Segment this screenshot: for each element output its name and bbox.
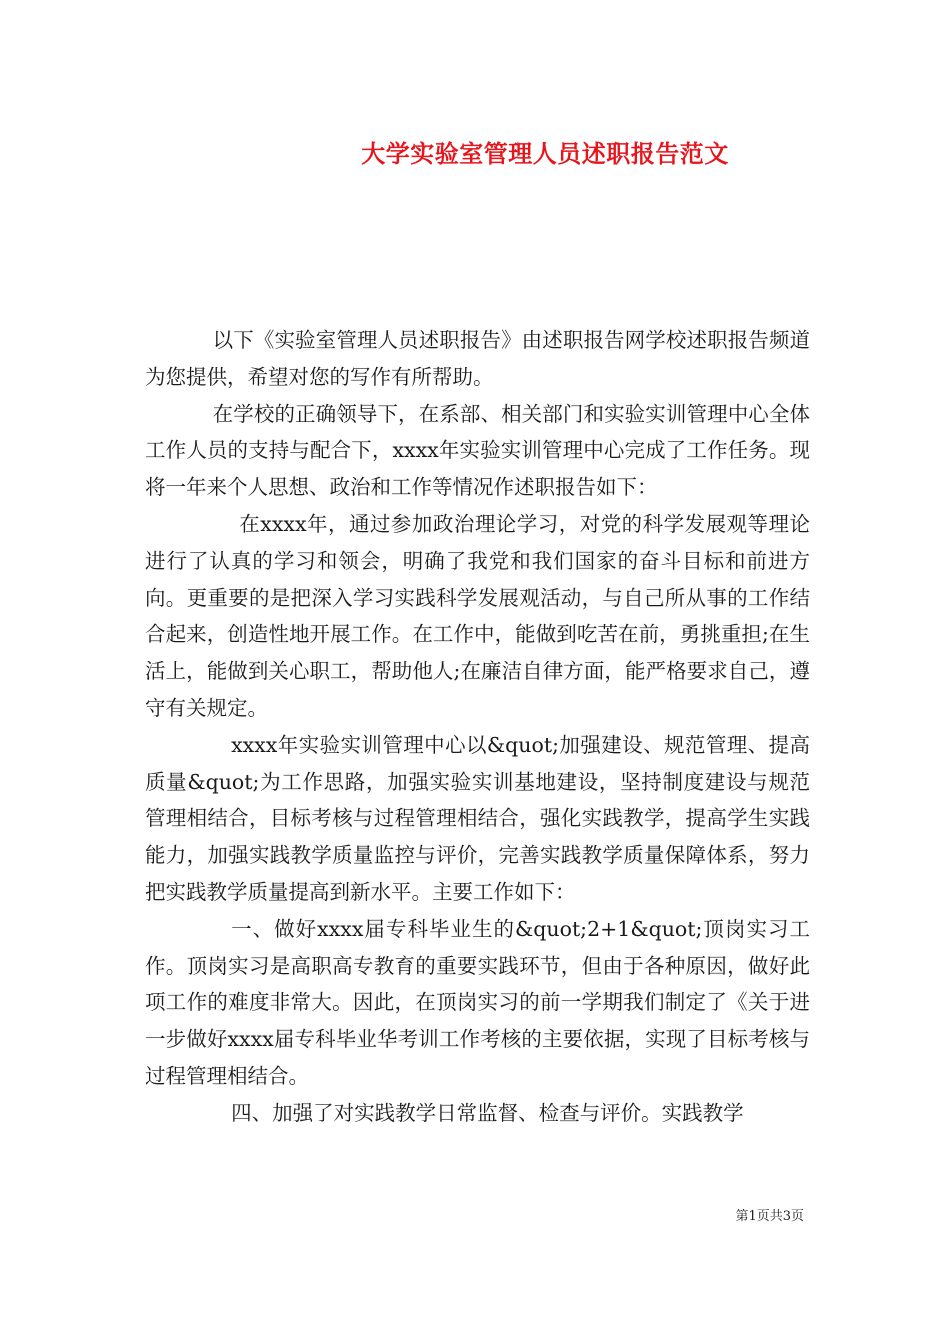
paragraph-internship: 一、做好xxxx届专科毕业生的&quot;2+1&quot;顶岗实习工作。顶岗实习是高职高专教育的重要实践环节，但由于各种原因，做好此项工作的难度非常大。因此，在顶岗实习的前一学期我们制定了《关于进一步做好xxxx届专科毕业华考训工作考核的主要依据，实现了目标考核与过程管理相结合。	[145, 916, 810, 1088]
paragraph-leadership: 在学校的正确领导下，在系部、相关部门和实验实训管理中心全体工作人员的支持与配合下，xxxx年实验实训管理中心完成了工作任务。现将一年来个人思想、政治和工作等情况作述职报告如下：	[145, 401, 810, 500]
document-title: 大学实验室管理人员述职报告范文	[361, 139, 729, 168]
paragraph-political-study: 在xxxx年，通过参加政治理论学习，对党的科学发展观等理论进行了认真的学习和领会，明确了我党和我们国家的奋斗目标和前进方向。更重要的是把深入学习实践科学发展观活动，与自己所从事的工作结合起来，创造性地开展工作。在工作中，能做到吃苦在前，勇挑重担;在生活上，能做到关心职工，帮助他人;在廉洁自律方面，能严格要求自己，遵守有关规定。	[145, 511, 810, 720]
paragraph-work-approach: xxxx年实验实训管理中心以&quot;加强建设、规范管理、提高质量&quot;为工作思路，加强实验实训基地建设，坚持制度建设与规范管理相结合，目标考核与过程管理相结合，强化实践教学，提高学生实践能力，加强实践教学质量监控与评价，完善实践教学质量保障体系，努力把实践教学质量提高到新水平。主要工作如下：	[145, 732, 810, 904]
paragraph-intro: 以下《实验室管理人员述职报告》由述职报告网学校述职报告频道为您提供，希望对您的写作有所帮助。	[145, 328, 810, 389]
page-number: 第1页共3页	[735, 1209, 804, 1224]
paragraph-supervision: 四、加强了对实践教学日常监督、检查与评价。实践教学	[231, 1100, 744, 1125]
document-body	[145, 322, 810, 1132]
